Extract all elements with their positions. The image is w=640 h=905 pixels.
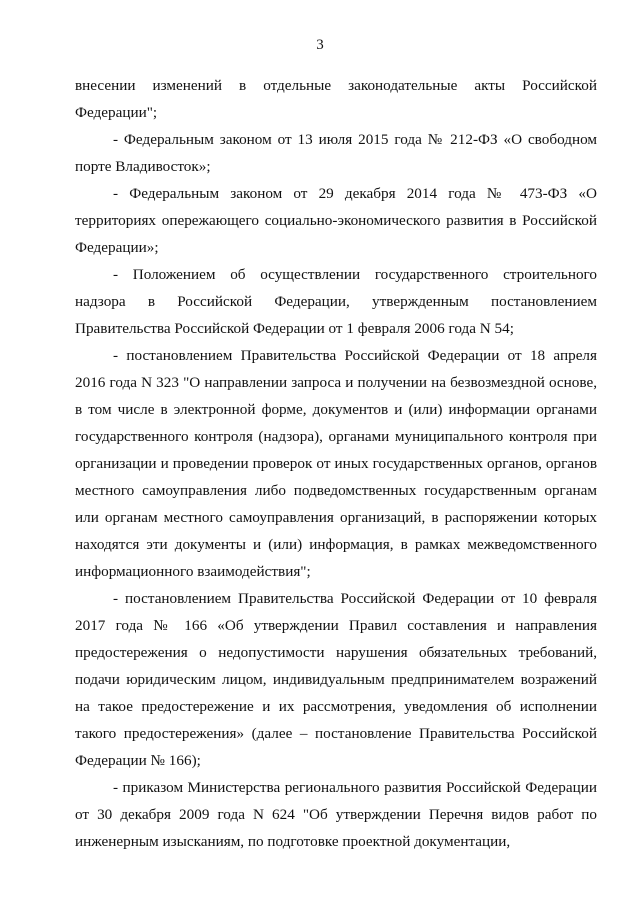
paragraph-continuation: внесении изменений в отдельные законодательные акты Российской Федерации"; (75, 77, 597, 121)
document-body (75, 72, 597, 855)
page-number: 3 (316, 37, 324, 53)
paragraph-federal-law-473: - Федеральным законом от 29 декабря 2014 года № 473-ФЗ «О территориях опережающего социально-экономического развития в Российской Федерации»; (75, 185, 597, 256)
paragraph-resolution-166: - постановлением Правительства Российской Федерации от 10 февраля 2017 года № 166 «Об утверждении Правил составления и направления предостережения о недопустимости нарушения обязательных требований, подачи юридическим лицом, индивидуальным предпринимателем возражений на такое предостережение и их рассмотрения, уведомления об исполнении такого предостережения» (далее – постановление Правительства Российской Федерации № 166); (75, 590, 597, 769)
paragraph-resolution-323: - постановлением Правительства Российской Федерации от 18 апреля 2016 года N 323 "О направлении запроса и получении на безвозмездной основе, в том числе в электронной форме, документов и (или) информации органами государственного контроля (надзора), органами муниципального контроля при организации и проведении проверок от иных государственных органов, органов местного самоуправления либо подведомственных государственным органам или органам местного самоуправления организаций, в распоряжении которых находятся эти документы и (или) информация, в рамках межведомственного информационного взаимодействия"; (75, 347, 597, 580)
paragraph-order-624: - приказом Министерства регионального развития Российской Федерации от 30 декабря 2009 года N 624 "Об утверждении Перечня видов работ по инженерным изысканиям, по подготовке проектной документации, (75, 779, 597, 850)
paragraph-construction-supervision-regulation: - Положением об осуществлении государственного строительного надзора в Российской Федерации, утвержденным постановлением Правительства Российской Федерации от 1 февраля 2006 года N 54; (75, 266, 597, 337)
paragraph-federal-law-212: - Федеральным законом от 13 июля 2015 года № 212-ФЗ «О свободном порте Владивосток»; (75, 131, 597, 175)
